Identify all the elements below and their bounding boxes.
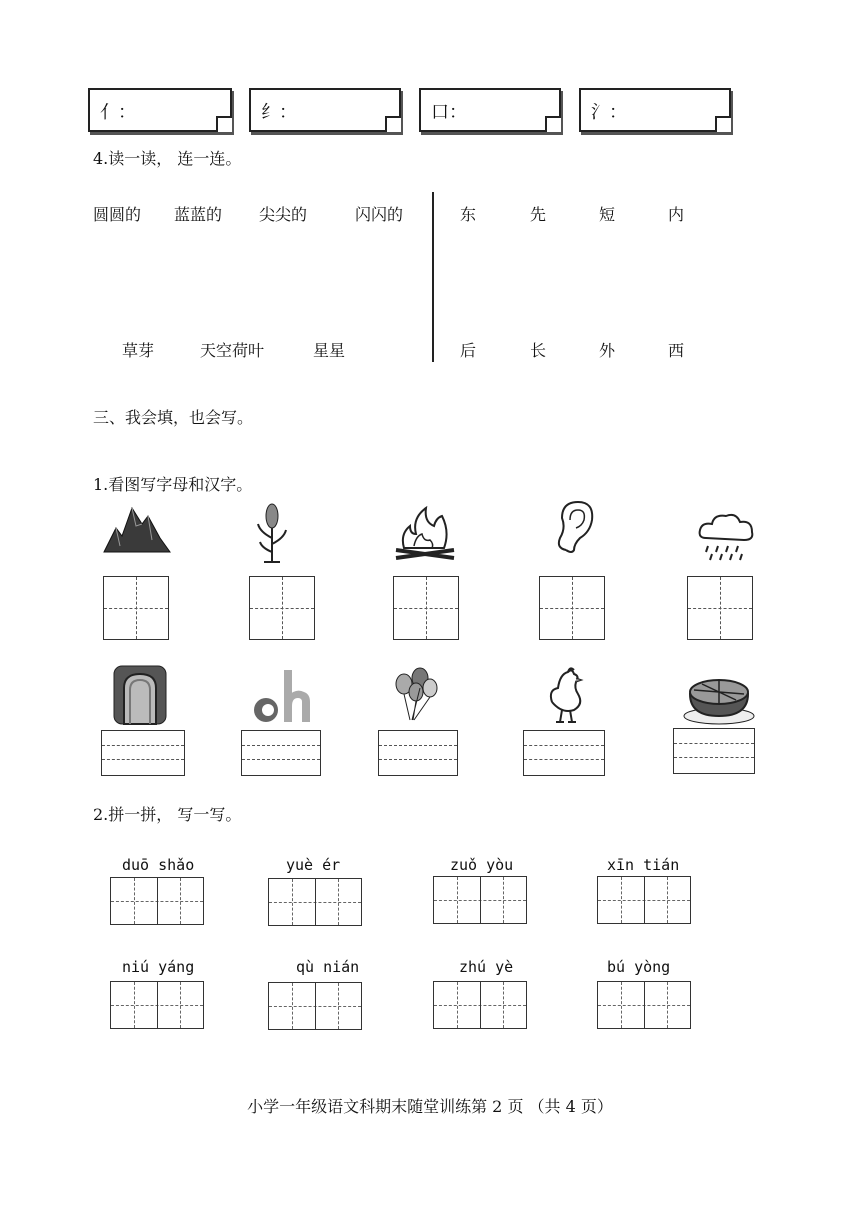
word-writing-grid[interactable]: [597, 876, 691, 924]
word-item[interactable]: 草芽: [122, 341, 155, 360]
wheat-icon: [252, 502, 292, 564]
word-writing-grid[interactable]: [433, 876, 527, 924]
word-writing-grid[interactable]: [433, 981, 527, 1029]
pinyin-writing-lines[interactable]: [523, 730, 605, 776]
chicken-icon: [544, 664, 588, 726]
tian-grid-box[interactable]: [539, 576, 605, 640]
mountain-icon: [102, 502, 172, 554]
word-writing-grid[interactable]: [268, 878, 362, 926]
pinyin-label: yuè ér: [286, 856, 341, 874]
door-icon: [112, 664, 168, 726]
word-item[interactable]: 尖尖的: [259, 205, 308, 224]
section-heading: 三、我会填，也会写。: [93, 408, 254, 427]
word-writing-grid[interactable]: [110, 877, 204, 925]
pinyin-writing-lines[interactable]: [378, 730, 458, 776]
pinyin-label: niú yáng: [122, 958, 195, 976]
pinyin-label: xīn tián: [607, 856, 680, 874]
word-item[interactable]: 先: [530, 205, 547, 224]
radical-card-label: 纟：: [261, 102, 297, 123]
word-item[interactable]: 西: [668, 341, 685, 360]
tian-grid-box[interactable]: [249, 576, 315, 640]
word-item[interactable]: 后: [460, 341, 477, 360]
tian-grid-box[interactable]: [103, 576, 169, 640]
word-item[interactable]: 圆圆的: [93, 205, 142, 224]
tian-grid-box[interactable]: [687, 576, 753, 640]
word-item[interactable]: 闪闪的: [355, 205, 404, 224]
pinyin-label: duō shǎo: [122, 856, 195, 874]
balloons-icon: [394, 666, 438, 722]
q1-title: 1.看图写字母和汉字。: [93, 475, 253, 494]
page-footer: 小学一年级语文科期末随堂训练第 2 页 （共 4 页）: [247, 1097, 613, 1116]
word-item[interactable]: 天空荷叶: [200, 341, 265, 360]
pinyin-label: bú yòng: [607, 958, 671, 976]
tian-grid-box[interactable]: [393, 576, 459, 640]
word-writing-grid[interactable]: [268, 982, 362, 1030]
word-item[interactable]: 长: [530, 341, 547, 360]
radical-card-shui: [579, 88, 731, 132]
pinyin-writing-lines[interactable]: [673, 728, 755, 774]
word-item[interactable]: 外: [599, 341, 616, 360]
fire-icon: [392, 504, 458, 562]
word-item[interactable]: 内: [668, 205, 685, 224]
q4-title: 4.读一读， 连一连。: [93, 149, 242, 168]
pinyin-writing-lines[interactable]: [241, 730, 321, 776]
q2-title: 2.拼一拼， 写一写。: [93, 805, 242, 824]
radical-card-si: [249, 88, 401, 132]
pinyin-label: zuǒ yòu: [450, 856, 514, 874]
rain-cloud-icon: [696, 510, 758, 562]
pinyin-label: qù nián: [296, 958, 360, 976]
column-divider: [432, 192, 434, 362]
word-item[interactable]: 蓝蓝的: [174, 205, 223, 224]
word-item[interactable]: 星星: [313, 341, 346, 360]
radical-card-label: 口：: [431, 102, 467, 123]
ear-icon: [552, 498, 598, 556]
word-item[interactable]: 东: [460, 205, 477, 224]
pinyin-label: zhú yè: [459, 958, 514, 976]
radical-card-label: 氵：: [591, 102, 627, 123]
watermelon-icon: [682, 670, 756, 726]
word-item[interactable]: 短: [599, 205, 616, 224]
radical-card-kou: [419, 88, 561, 132]
ch-letter-icon: [250, 666, 316, 726]
word-writing-grid[interactable]: [110, 981, 204, 1029]
radical-card-label: 亻：: [100, 102, 136, 123]
word-writing-grid[interactable]: [597, 981, 691, 1029]
pinyin-writing-lines[interactable]: [101, 730, 185, 776]
radical-card-ren: [88, 88, 232, 132]
